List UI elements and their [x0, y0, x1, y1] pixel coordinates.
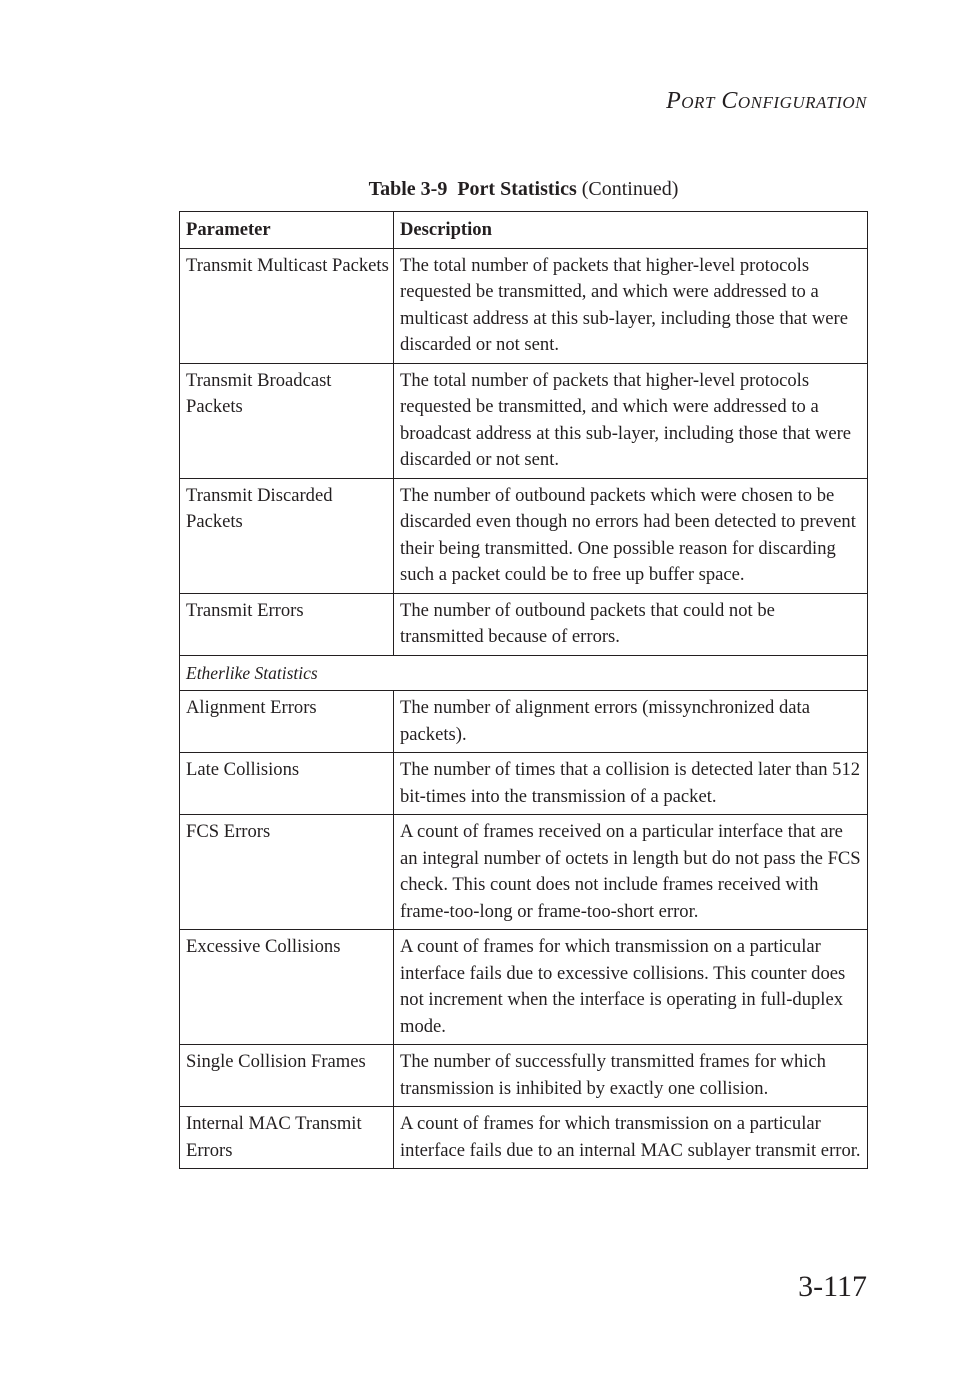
description-cell: The total number of packets that higher-level protocols requested be transmitted, and which were addressed to a multicast address at this sub-layer, including those that were discarded or not sent. [394, 248, 868, 363]
table-row [180, 753, 868, 815]
parameter-cell: Late Collisions [180, 753, 394, 815]
table-caption [179, 178, 868, 201]
description-cell: A count of frames for which transmission on a particular interface fails due to excessive collisions. This counter does not increment when the interface is operating in full-duplex mode. [394, 930, 868, 1045]
description-cell: The number of times that a collision is detected later than 512 bit-times into the transmission of a packet. [394, 753, 868, 815]
section-row [180, 655, 868, 691]
parameter-cell: Excessive Collisions [180, 930, 394, 1045]
table-row [180, 593, 868, 655]
description-cell: A count of frames for which transmission on a particular interface fails due to an internal MAC sublayer transmit error. [394, 1107, 868, 1169]
parameter-cell: Transmit Errors [180, 593, 394, 655]
description-cell: The number of successfully transmitted frames for which transmission is inhibited by exactly one collision. [394, 1045, 868, 1107]
description-cell: The total number of packets that higher-level protocols requested be transmitted, and which were addressed to a broadcast address at this sub-layer, including those that were discarded or not sent. [394, 363, 868, 478]
table-row [180, 478, 868, 593]
parameter-cell: FCS Errors [180, 815, 394, 930]
column-header-parameter: Parameter [180, 212, 394, 249]
table-row [180, 815, 868, 930]
table-row [180, 691, 868, 753]
description-cell: The number of outbound packets that could not be transmitted because of errors. [394, 593, 868, 655]
table-row [180, 930, 868, 1045]
parameter-cell: Internal MAC Transmit Errors [180, 1107, 394, 1169]
caption-label: Table 3-9 [368, 178, 448, 200]
parameter-cell: Single Collision Frames [180, 1045, 394, 1107]
port-statistics-table [179, 211, 868, 1169]
description-cell: The number of alignment errors (missynchronized data packets). [394, 691, 868, 753]
table-row [180, 248, 868, 363]
caption-title: Port Statistics [457, 178, 577, 200]
section-label-etherlike: Etherlike Statistics [180, 655, 868, 691]
parameter-cell: Transmit Multicast Packets [180, 248, 394, 363]
description-cell: The number of outbound packets which were chosen to be discarded even though no errors had been detected to prevent their being transmitted. One possible reason for discarding such a packet could be to free up buffer space. [394, 478, 868, 593]
table-header-row [180, 212, 868, 249]
page-number: 3-117 [798, 1270, 867, 1303]
caption-suffix: (Continued) [581, 178, 679, 200]
table-row [180, 1107, 868, 1169]
description-cell: A count of frames received on a particular interface that are an integral number of octets in length but do not pass the FCS check. This count does not include frames received with frame-too-long or frame-too-short error. [394, 815, 868, 930]
parameter-cell: Transmit Discarded Packets [180, 478, 394, 593]
parameter-cell: Alignment Errors [180, 691, 394, 753]
running-header: Port Configuration [666, 88, 867, 114]
column-header-description: Description [394, 212, 868, 249]
table-row [180, 363, 868, 478]
table-row [180, 1045, 868, 1107]
parameter-cell: Transmit Broadcast Packets [180, 363, 394, 478]
